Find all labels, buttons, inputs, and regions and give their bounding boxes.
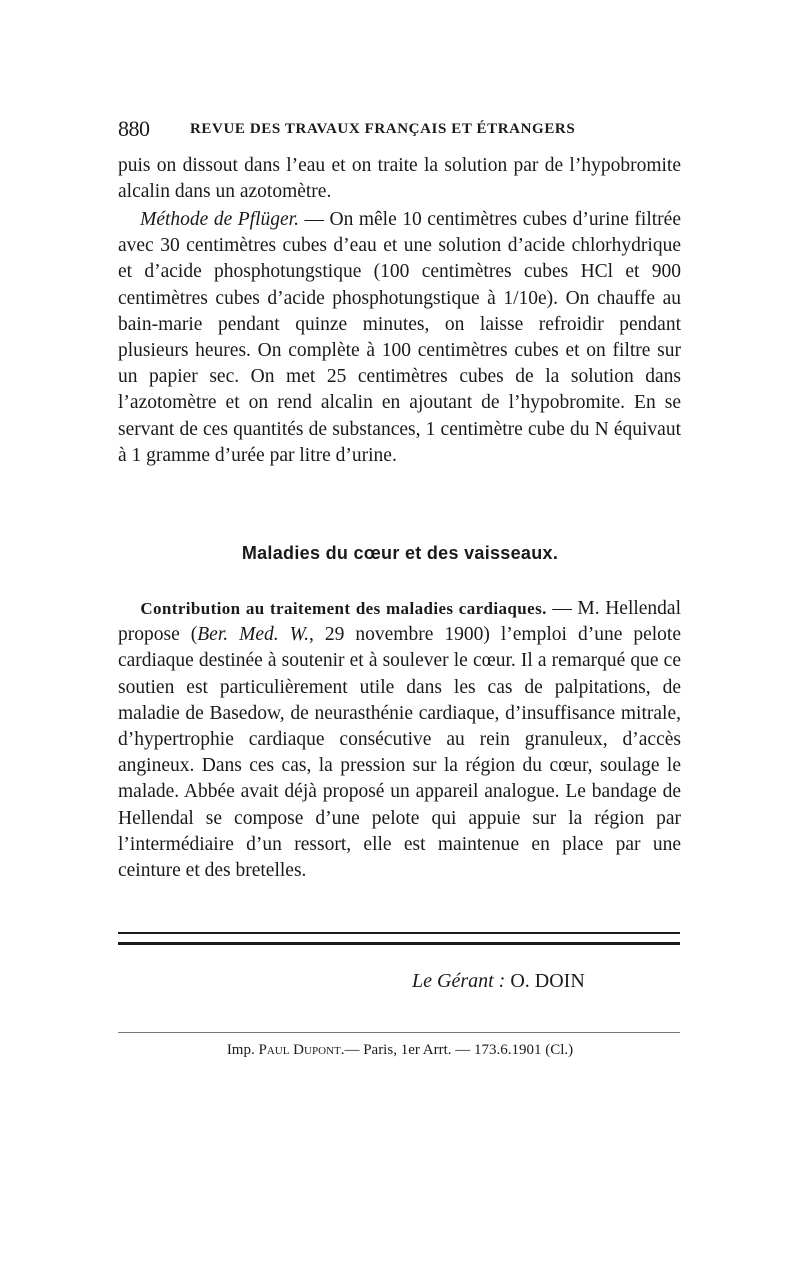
article-lead: — M. Hellendal propose ( <box>118 598 682 646</box>
signature-role: Le Gérant : <box>412 970 506 992</box>
paragraph-cardiac-treatment <box>118 596 681 884</box>
article-title: Contribution au traitement des maladies cardiaques. <box>140 599 547 618</box>
running-head <box>118 116 678 146</box>
imprint-rest: .— Paris, 1er Arrt. — 173.6.1901 (Cl.) <box>340 1042 574 1058</box>
paragraph-continuation <box>118 153 681 205</box>
paragraph-text <box>118 207 681 469</box>
signature <box>412 970 585 993</box>
journal-title: REVUE DES TRAVAUX FRANÇAIS ET ÉTRANGERS <box>190 121 576 137</box>
printer-imprint <box>0 1042 800 1059</box>
paragraph-text <box>118 596 681 884</box>
paragraph-pfluger-method <box>118 207 681 469</box>
signature-name: O. DOIN <box>505 970 585 992</box>
article-reference: Ber. Med. W. <box>197 624 309 646</box>
method-heading: Méthode de Pflüger. <box>140 209 299 230</box>
method-body: — On mêle 10 centimètres cubes d’urine filtrée avec 30 centimètres cubes d’eau et une solution d’acide chlorhydrique et d’acide phosphotungstique (100 centimètres cubes HCl et 900 centimètres cubes d’acide phosphotungstique à 1/10e). On chauffe au bain-marie pendant quinze minutes, on laisse refroidir pendant plusieurs heures. On complète à 100 centimètres cubes et on filtre sur un papier sec. On met 25 centimètres cubes de la solution dans l’azotomètre et on rend alcalin en ajoutant de l’hypobromite. En se servant de ces quantités de substances, 1 centimètre cube du N équivaut à 1 gramme d’urée par litre d’urine. <box>118 209 681 466</box>
double-rule-divider <box>118 932 680 945</box>
paragraph-text: puis on dissout dans l’eau et on traite la solution par de l’hypobromite alcalin dans un azotomètre. <box>118 155 681 203</box>
page-number: 880 <box>118 116 150 141</box>
imprint-prefix: Imp. <box>226 1042 259 1058</box>
imprint-printer: Paul Dupont <box>258 1042 341 1058</box>
article-body: , 29 novembre 1900) l’emploi d’une pelote cardiaque destinée à soutenir et à soulever le cœur. Il a remarqué que ce soutien est particulièrement utile dans les cas de palpitations, de maladie de Basedow, de neurasthénie cardiaque, d’insuffisance mitrale, d’hypertrophie cardiaque consécutive au rein granuleux, d’accès angineux. Dans ces cas, la pression sur la région du cœur, soulage le malade. Abbée avait déjà proposé un appareil analogue. Le bandage de Hellendal se compose d’une pelote qui appuie sur la région par l’intermédiaire d’un ressort, elle est maintenue en place par une ceinture et des bretelles. <box>118 624 681 882</box>
thin-rule-divider <box>118 1032 680 1033</box>
section-heading: Maladies du cœur et des vaisseaux. <box>241 543 559 563</box>
